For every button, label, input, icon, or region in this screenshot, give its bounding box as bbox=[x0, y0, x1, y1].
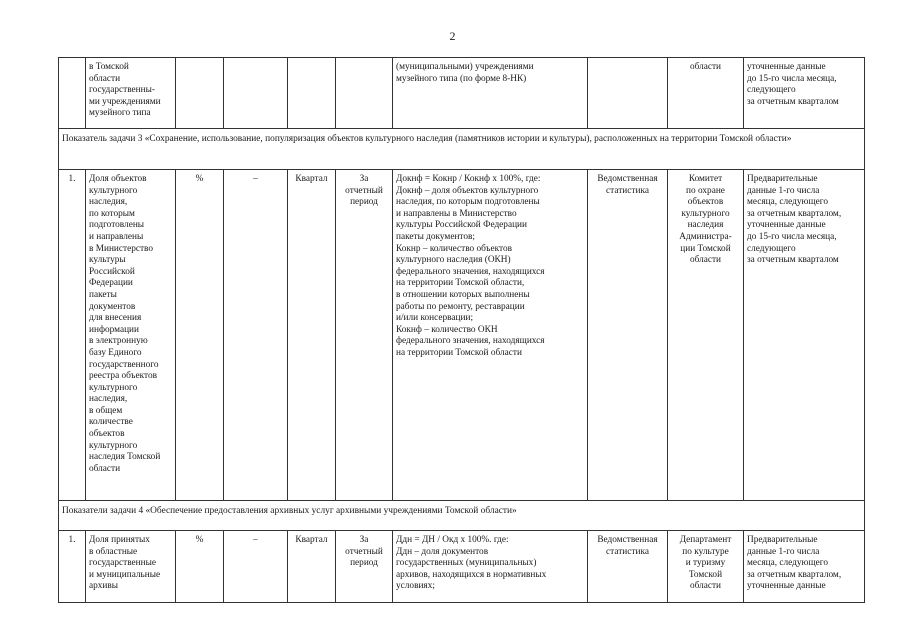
cell-frequency: Квартал bbox=[288, 531, 336, 603]
cell-indicator bbox=[86, 58, 176, 129]
cell-unit bbox=[176, 58, 224, 129]
cell-num: 1. bbox=[59, 170, 86, 501]
cell-unit: % bbox=[176, 531, 224, 603]
cell-dynamics: – bbox=[224, 531, 288, 603]
cell-dynamics: – bbox=[224, 170, 288, 501]
cell-period bbox=[336, 170, 393, 501]
cell-dynamics bbox=[224, 58, 288, 129]
cell-deadline bbox=[744, 58, 865, 129]
cell-text: Доля принятых в областные государственные и муниципальные архивы bbox=[89, 535, 161, 592]
cell-text: Предварительные данные 1-го числа месяца, следующего за отчетным кварталом, уточненные данные bbox=[747, 535, 842, 592]
cell-method bbox=[588, 170, 668, 501]
cell-formula bbox=[393, 58, 588, 129]
cell-text: За отчетный период bbox=[345, 174, 383, 208]
cell-text: Ведомственная статистика bbox=[597, 174, 658, 196]
section-text: Показатели задачи 4 «Обеспечение предоставления архивных услуг архивными учреждениями Томской области» bbox=[59, 501, 865, 531]
cell-period bbox=[336, 58, 393, 129]
cell-text: Ведомственная статистика bbox=[597, 535, 658, 557]
cell-responsible bbox=[668, 58, 744, 129]
cell-text: Ддн = ДН / Окд х 100%. где: Ддн – доля документов государственных (муниципальных) архивов, находящихся в нормативных условиях; bbox=[396, 535, 547, 592]
cell-deadline bbox=[744, 531, 865, 603]
cell-frequency bbox=[288, 58, 336, 129]
cell-text: Предварительные данные 1-го числа месяца, следующего за отчетным кварталом, уточненные данные до 15-го числа месяца, следующего за отчетным кварталом bbox=[747, 174, 842, 266]
cell-method bbox=[588, 531, 668, 603]
cell-responsible bbox=[668, 170, 744, 501]
cell-text: уточненные данные до 15-го числа месяца, следующего за отчетным кварталом bbox=[747, 62, 839, 107]
cell-text: Доля объектов культурного наследия, по которым подготовлены и направлены в Министерство культуры Российской Федерации пакеты документов для внесения информации в электронную базу Единого государственного реестра объектов культурного наследия, в общем количестве объектов культурного наследия Томской области bbox=[89, 174, 161, 474]
table-row-task-4 bbox=[59, 531, 865, 603]
cell-frequency: Квартал bbox=[288, 170, 336, 501]
cell-period bbox=[336, 531, 393, 603]
cell-text: в Томской области государственны- ми учреждениями музейного типа bbox=[89, 62, 161, 119]
cell-text: Докнф = Кокнр / Кокнф х 100%, где: Докнф – доля объектов культурного наследия, по которым подготовлены и направлены в Министерство культуры Российской Федерации пакеты документов; Кокнр – количество объектов культурного наследия (ОКН) федерального значения, находящихся на территории Томской области, в отношении которых выполнены работы по ремонту, реставрации и/или консервации; Кокнф – количество ОКН федерального значения, находящихся на территории Томской области bbox=[396, 174, 545, 358]
cell-method bbox=[588, 58, 668, 129]
cell-text: За отчетный период bbox=[345, 535, 383, 569]
cell-num bbox=[59, 58, 86, 129]
page-number: 2 bbox=[449, 29, 456, 43]
cell-indicator bbox=[86, 531, 176, 603]
cell-num: 1. bbox=[59, 531, 86, 603]
section-header-task-3 bbox=[59, 129, 865, 170]
section-text: Показатель задачи 3 «Сохранение, использование, популяризация объектов культурного наследия (памятников истории и культуры), расположенных на территории Томской области» bbox=[59, 129, 865, 170]
cell-formula bbox=[393, 170, 588, 501]
section-header-task-4 bbox=[59, 501, 865, 531]
cell-formula bbox=[393, 531, 588, 603]
cell-text: (муниципальными) учреждениями музейного типа (по форме 8-НК) bbox=[396, 62, 534, 84]
table-row-continuation bbox=[59, 58, 865, 129]
cell-indicator bbox=[86, 170, 176, 501]
cell-deadline bbox=[744, 170, 865, 501]
cell-text: Департамент по культуре и туризму Томской области bbox=[679, 535, 732, 592]
table-row-task-3 bbox=[59, 170, 865, 501]
cell-responsible bbox=[668, 531, 744, 603]
cell-text: Комитет по охране объектов культурного наследия Администра- ции Томской области bbox=[679, 174, 732, 266]
cell-unit: % bbox=[176, 170, 224, 501]
indicators-table bbox=[58, 57, 865, 603]
cell-text: области bbox=[689, 62, 722, 72]
